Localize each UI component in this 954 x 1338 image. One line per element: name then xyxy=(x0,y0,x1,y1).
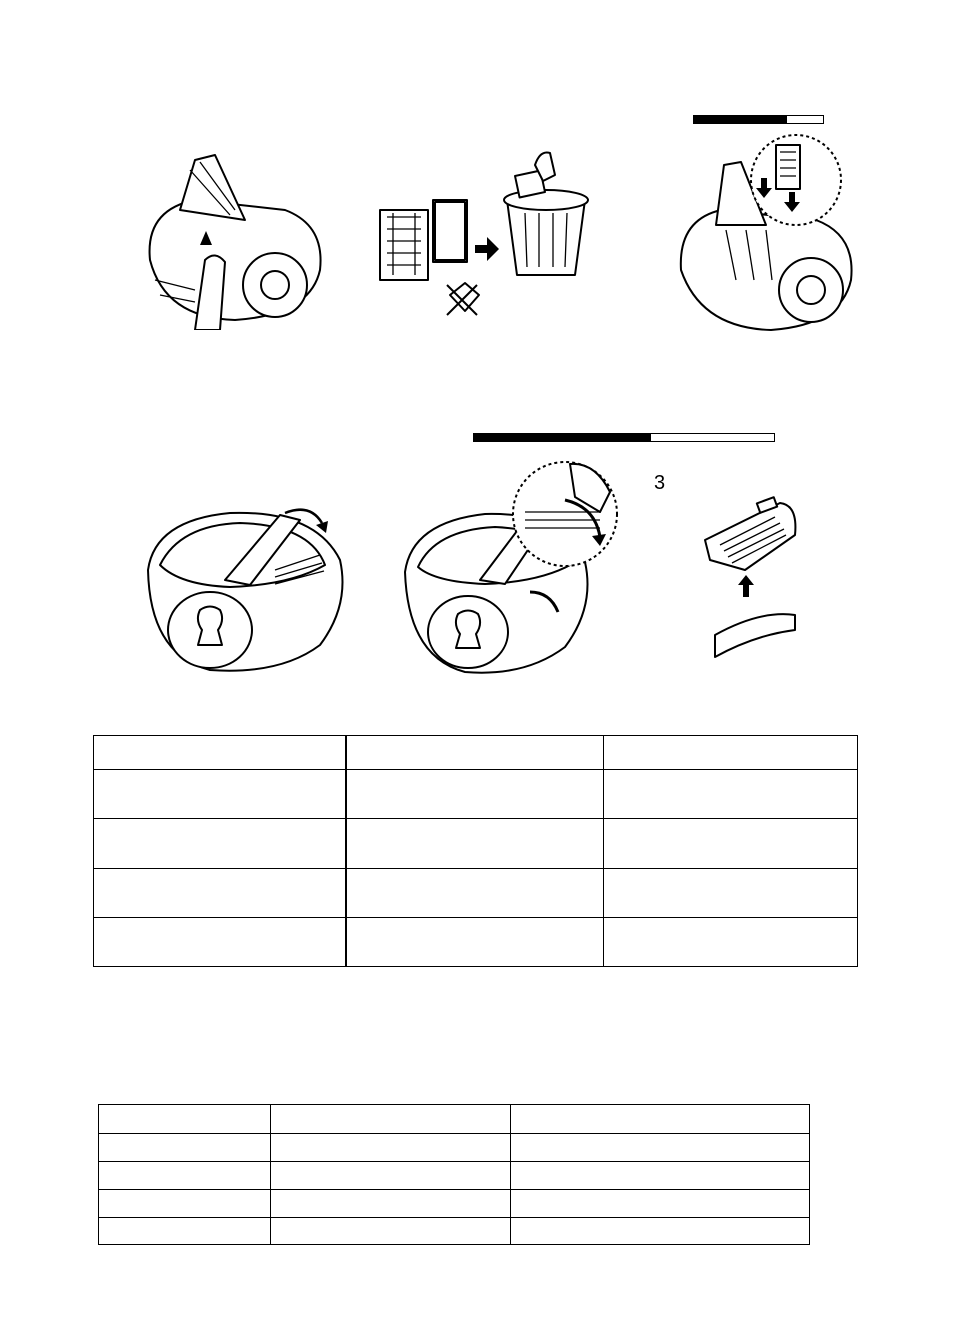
table-cell xyxy=(99,1134,271,1162)
table-cell xyxy=(94,736,347,770)
table-cell xyxy=(99,1218,271,1245)
table-cell xyxy=(99,1105,271,1134)
table-row xyxy=(99,1190,810,1218)
table-cell xyxy=(603,736,857,770)
table-cell xyxy=(603,770,857,819)
table-cell xyxy=(94,770,347,819)
top-right-progress-bar xyxy=(693,115,824,124)
table-cell xyxy=(346,819,603,869)
table-cell xyxy=(346,869,603,918)
filter-disposal-trash-icon xyxy=(375,145,605,325)
table-cell xyxy=(99,1190,271,1218)
table-cell xyxy=(94,869,347,918)
table-cell xyxy=(346,736,603,770)
vacuum-grille-removal-zoom-icon xyxy=(400,452,630,692)
table-row xyxy=(94,869,858,918)
table-2 xyxy=(98,1104,810,1245)
vacuum-open-lid-hand-icon xyxy=(135,150,335,330)
table-row xyxy=(99,1134,810,1162)
table-cell xyxy=(510,1218,809,1245)
table-cell xyxy=(510,1134,809,1162)
grille-and-filter-pad-icon xyxy=(700,495,805,665)
table-row xyxy=(94,918,858,967)
step-marker: 3 xyxy=(654,472,666,494)
table-cell xyxy=(271,1162,511,1190)
table-row xyxy=(99,1105,810,1134)
table-row xyxy=(99,1218,810,1245)
table-cell xyxy=(271,1134,511,1162)
table-cell xyxy=(99,1162,271,1190)
vacuum-closed-lid-arrow-icon xyxy=(140,495,355,685)
table-cell xyxy=(346,770,603,819)
table-cell xyxy=(271,1190,511,1218)
table-cell xyxy=(346,918,603,967)
table-cell xyxy=(603,918,857,967)
table-cell xyxy=(271,1105,511,1134)
table-cell xyxy=(94,819,347,869)
table-1 xyxy=(93,735,858,967)
table-row xyxy=(94,819,858,869)
vacuum-filter-insert-icon xyxy=(676,130,861,335)
table-row xyxy=(99,1162,810,1190)
table-cell xyxy=(271,1218,511,1245)
table-cell xyxy=(510,1105,809,1134)
table-row xyxy=(94,736,858,770)
table-cell xyxy=(94,918,347,967)
middle-progress-bar xyxy=(473,433,775,442)
table-cell xyxy=(603,869,857,918)
table-cell xyxy=(510,1190,809,1218)
table-cell xyxy=(603,819,857,869)
table-row xyxy=(94,770,858,819)
table-cell xyxy=(510,1162,809,1190)
